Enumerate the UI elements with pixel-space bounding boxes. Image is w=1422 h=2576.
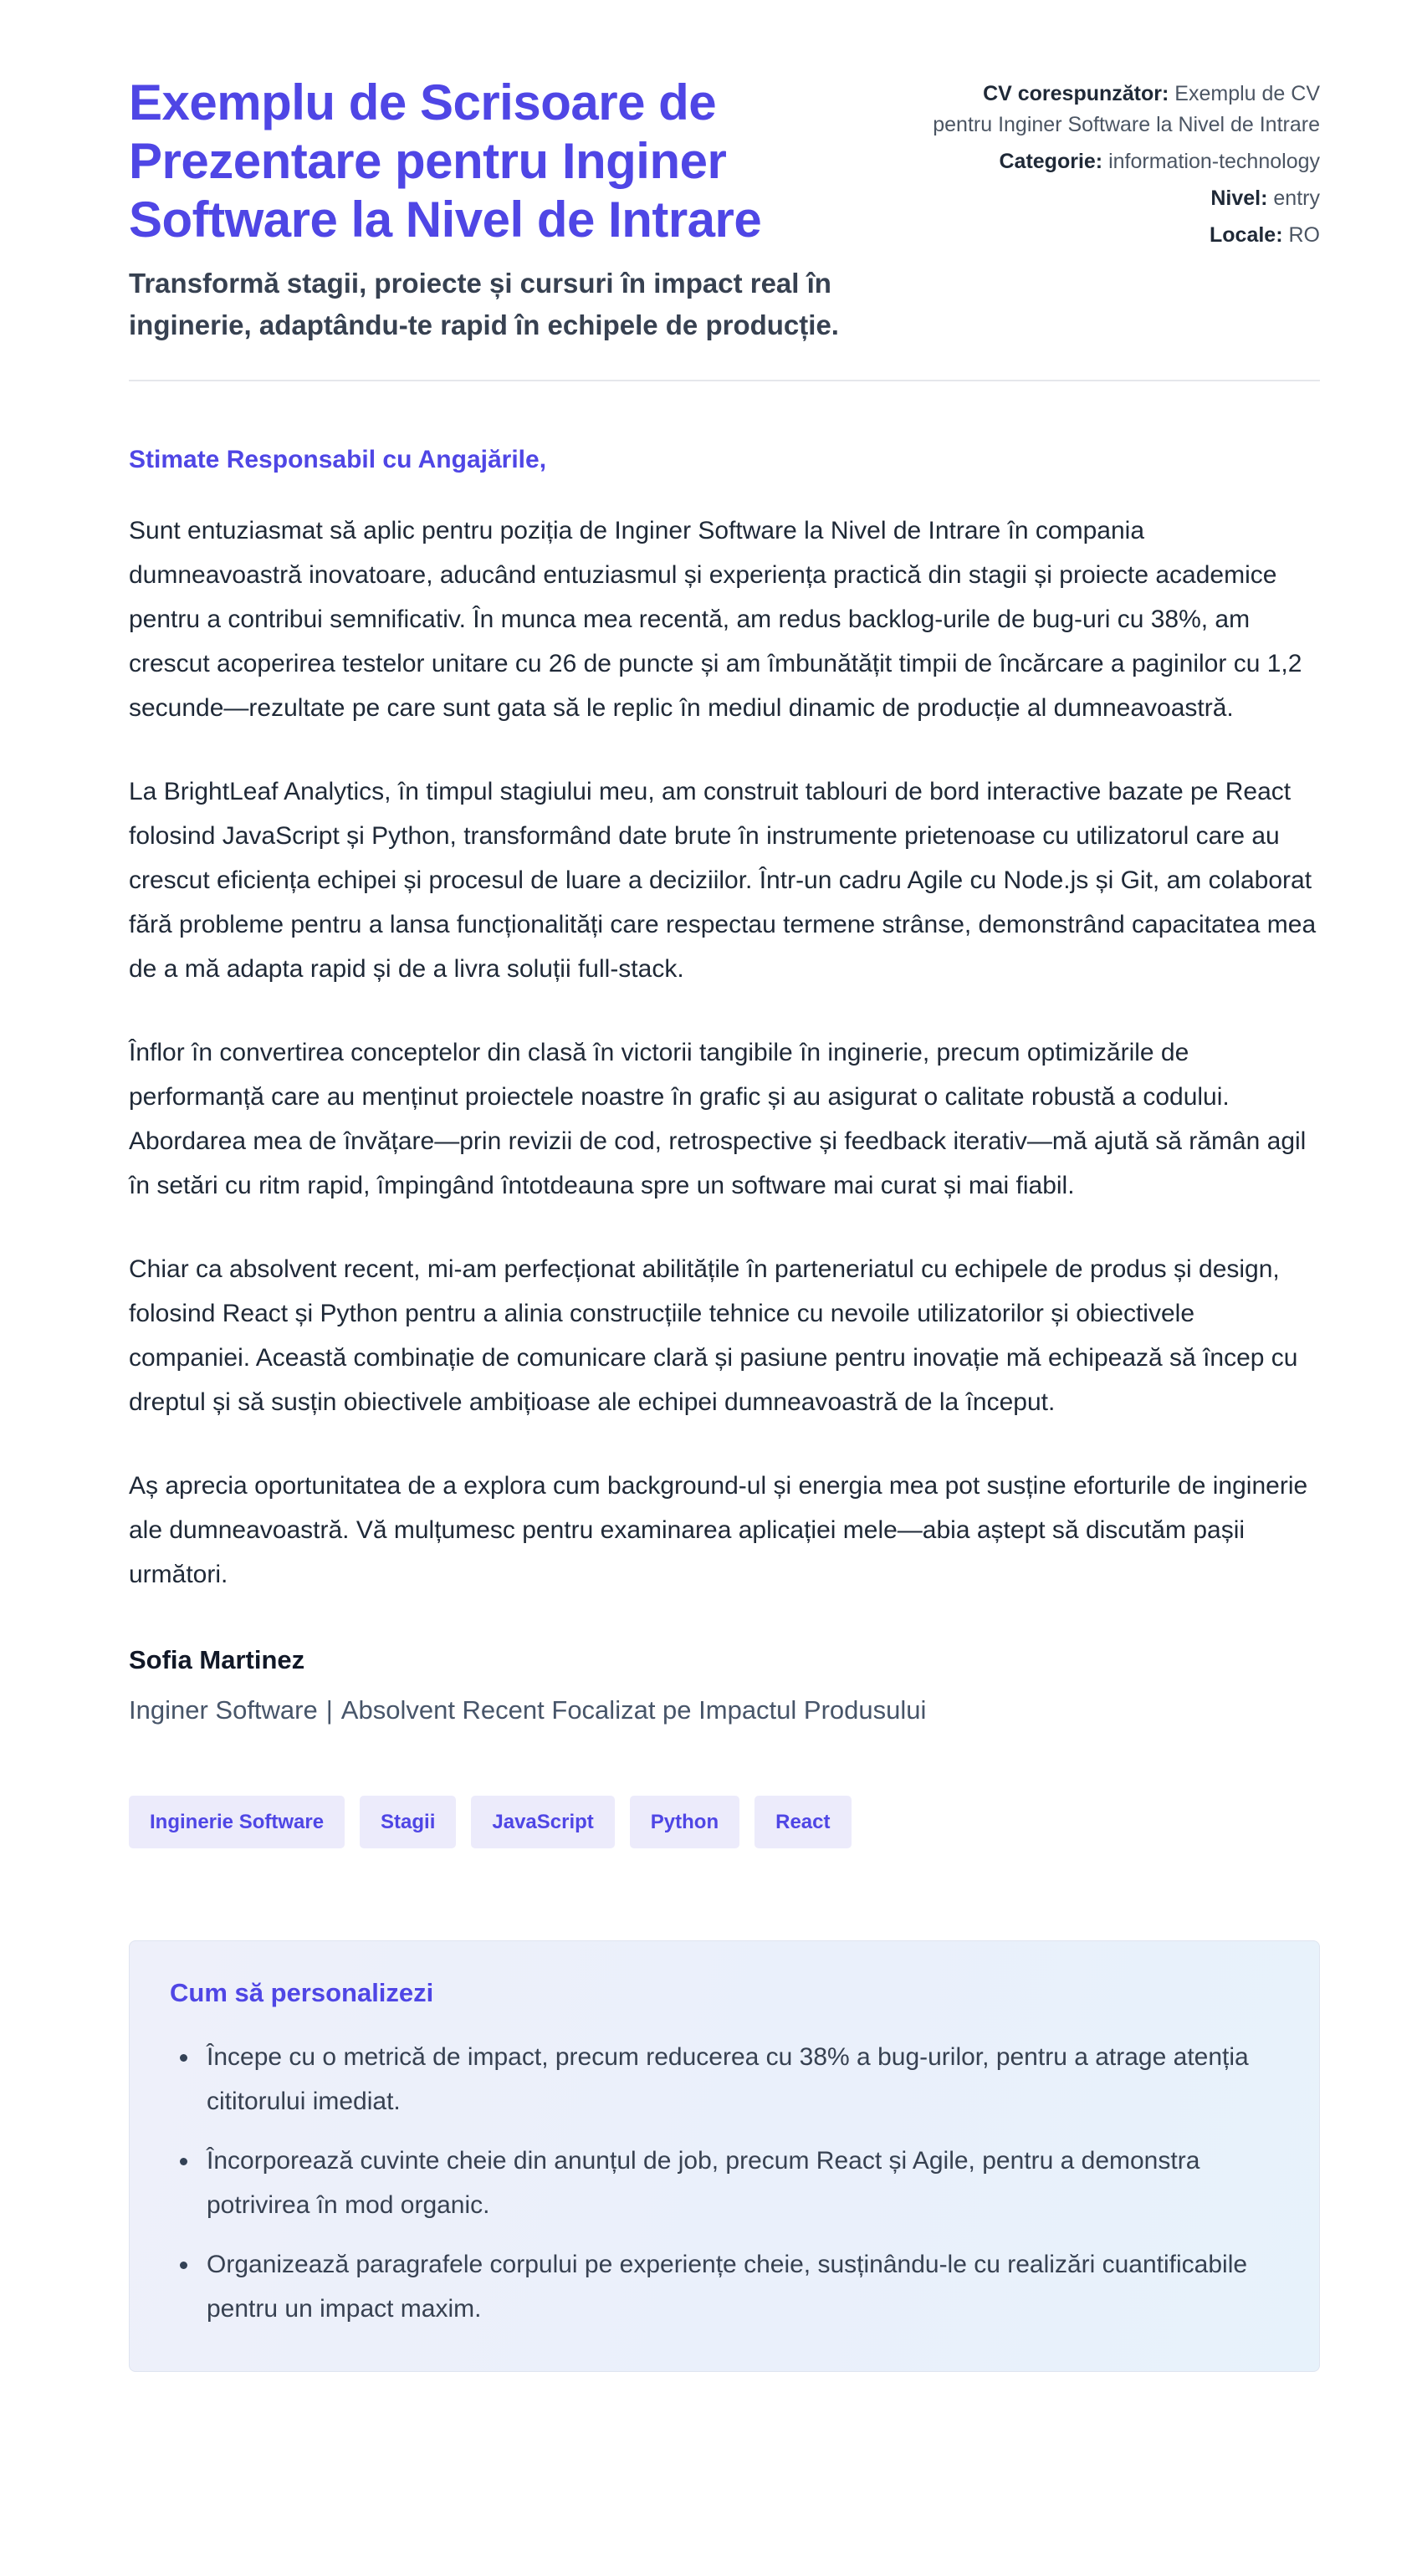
page-subtitle: Transformă stagii, proiecte și cursuri în impact real în inginerie, adaptându-te rapid în echipele de producție. <box>129 268 839 340</box>
tips-list <box>170 2035 1279 2331</box>
cv-metadata <box>927 74 1320 257</box>
meta-item-locale <box>927 220 1320 251</box>
letter-paragraph-2: La BrightLeaf Analytics, în timpul stagiului meu, am construit tablouri de bord interactive bazate pe React folosind JavaScript și Python, transformând date brute în instrumente prietenoase cu utilizatorul care au crescut eficiența echipei și procesul de luare a deciziilor. Într-un cadru Agile cu Node.js și Git, am colaborat fără probleme pentru a lansa funcționalități care respectau termene strânse, demonstrând capacitatea mea de a mă adapta rapid și de a livra soluții full-stack. <box>129 778 1317 983</box>
signature-role-separator: | <box>325 1695 333 1725</box>
meta-label-locale: Locale: <box>1210 223 1283 247</box>
tips-item-1: • Începe cu o metrică de impact, precum reducerea cu 38% a bug-urilor, pentru a atrage atenția cititorului imediat. <box>200 2035 1279 2124</box>
header-divider <box>129 380 1320 381</box>
tips-title: Cum să personalizezi <box>170 1978 434 2008</box>
meta-value-matching-cv: Exemplu de CV pentru Inginer Software la Nivel de Intrare <box>933 82 1320 136</box>
header-title-block <box>129 74 877 346</box>
tag-chip-python[interactable]: Python <box>630 1796 739 1848</box>
tag-chip-internships[interactable]: Stagii <box>360 1796 456 1848</box>
meta-value-category: information-technology <box>1108 150 1320 173</box>
meta-label-matching-cv: CV corespunzător: <box>983 82 1169 105</box>
tag-list <box>129 1796 1320 1848</box>
tag-chip-react[interactable]: React <box>754 1796 851 1848</box>
letter-paragraph-1: Sunt entuziasmat să aplic pentru poziția de Inginer Software la Nivel de Intrare în compania dumneavoastră inovatoare, aducând entuziasmul și experiența practică din stagii și proiecte academice pentru a contribui semnificativ. În munca mea recentă, am redus backlog-urile de bug-uri cu 38%, am crescut acoperirea testelor unitare cu 26 de puncte și am îmbunătățit timpii de încărcare a paginilor cu 1,2 secunde—rezultate pe care sunt gata să le replic în mediul dinamic de producție al dumneavoastră. <box>129 517 1302 722</box>
tag-chip-software-engineering[interactable]: Inginerie Software <box>129 1796 345 1848</box>
signature-role-descriptor: Absolvent Recent Focalizat pe Impactul Produsului <box>340 1695 927 1725</box>
letter-greeting: Stimate Responsabil cu Angajările, <box>129 446 547 473</box>
signature-role <box>129 1692 1320 1729</box>
signature-block <box>129 1643 1320 1729</box>
tips-item-2: • Încorporează cuvinte cheie din anunțul de job, precum React și Agile, pentru a demonstra potrivirea în mod organic. <box>200 2139 1279 2227</box>
meta-label-category: Categorie: <box>999 150 1103 173</box>
meta-item-category <box>927 146 1320 177</box>
letter-paragraph-5: Aș aprecia oportunitatea de a explora cum background-ul și energia mea pot susține eforturile de inginerie ale dumneavoastră. Vă mulțumesc pentru examinarea aplicației mele—abia aștept să discutăm pașii următori. <box>129 1472 1308 1588</box>
tips-item-3: • Organizează paragrafele corpului pe experiențe cheie, susținându-le cu realizări cuantificabile pentru un impact maxim. <box>200 2242 1279 2331</box>
meta-value-level: entry <box>1273 187 1320 210</box>
page-header <box>129 74 1320 346</box>
signature-name: Sofia Martinez <box>129 1645 305 1674</box>
tag-chip-javascript[interactable]: JavaScript <box>471 1796 614 1848</box>
meta-value-locale: RO <box>1288 223 1320 247</box>
signature-role-title: Inginer Software <box>129 1695 318 1725</box>
meta-label-level: Nivel: <box>1210 187 1268 210</box>
customization-tips-box <box>129 1940 1320 2372</box>
page-title <box>129 74 877 249</box>
meta-item-level <box>927 183 1320 214</box>
page-title-line-1: Exemplu de Scrisoare de <box>129 74 717 130</box>
page-title-line-3: Software la Nivel de Intrare <box>129 192 762 248</box>
letter-paragraph-3: Înflor în convertirea conceptelor din clasă în victorii tangibile în inginerie, precum optimizările de performanță care au menținut proiectele noastre în grafic și au asigurat o calitate robustă a codului. Abordarea mea de învățare—prin revizii de cod, retrospective și feedback iterativ—mă ajută să rămân agil în setări cu ritm rapid, împingând întotdeauna spre un software mai curat și mai fiabil. <box>129 1039 1307 1199</box>
meta-item-matching-cv <box>927 79 1320 141</box>
letter-paragraph-4: Chiar ca absolvent recent, mi-am perfecționat abilitățile în parteneriatul cu echipele de produs și design, folosind React și Python pentru a alinia construcțiile tehnice cu nevoile utilizatorilor și obiectivele companiei. Această combinație de comunicare clară și pasiune pentru inovație mă echipează să încep cu dreptul și să susțin obiectivele ambițioase ale echipei dumneavoastră de la început. <box>129 1255 1298 1416</box>
page-title-line-2: Prezentare pentru Inginer <box>129 133 727 189</box>
